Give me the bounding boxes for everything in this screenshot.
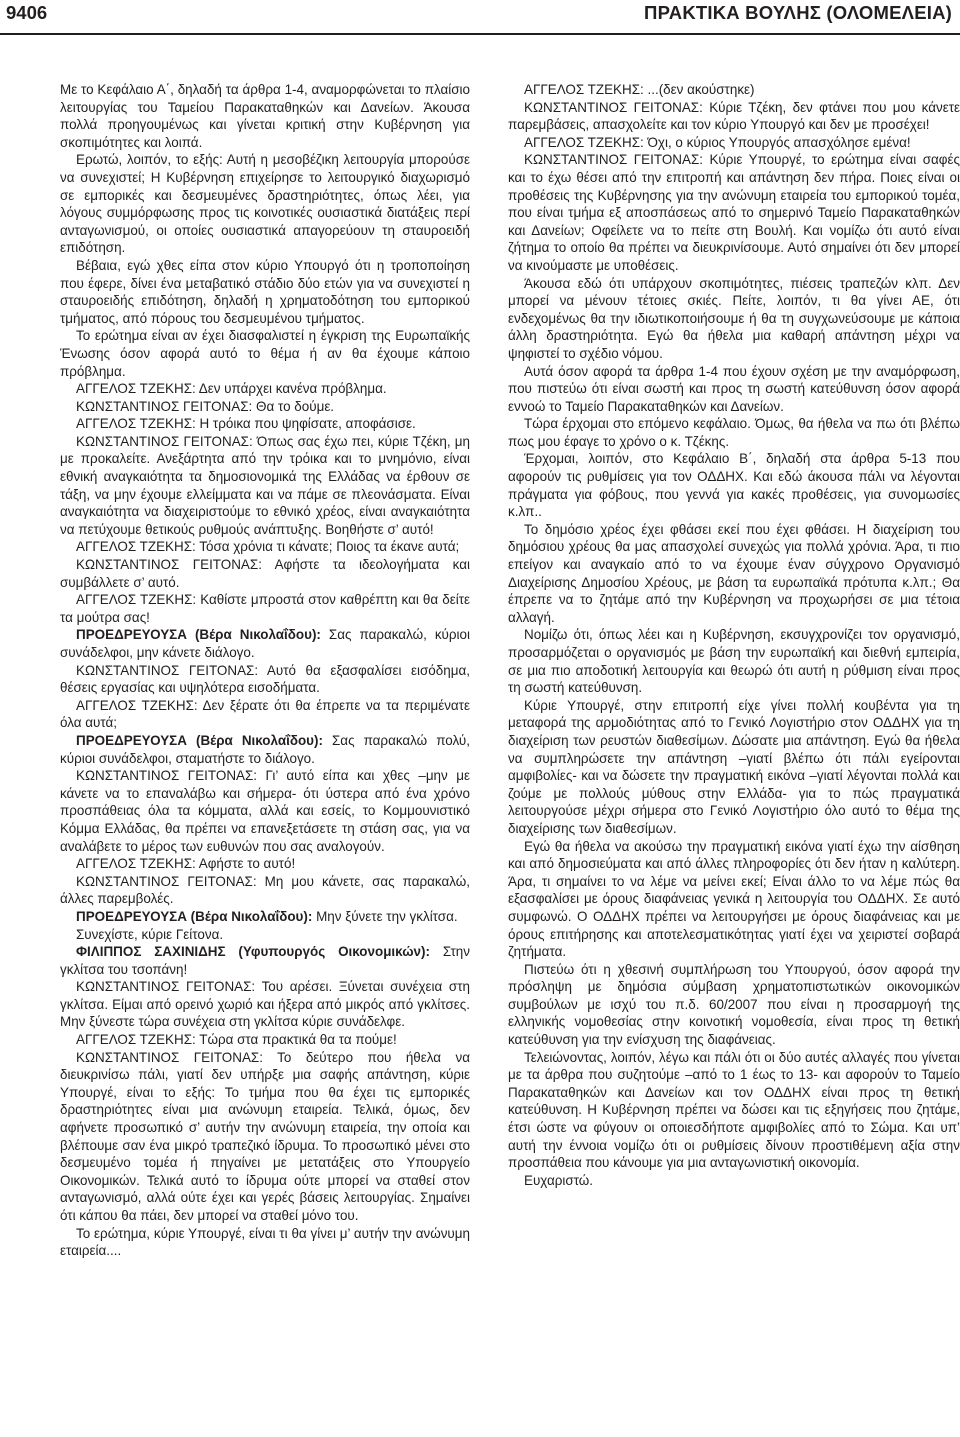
paragraph [60,767,470,855]
left-column [60,81,470,1260]
paragraph-text: Αφήστε τα ιδεολογήματα και συμβάλλετε σ’ αυτό. [60,557,470,590]
paragraph-text: Τελειώνοντας, λοιπόν, λέγω και πάλι ότι οι δύο αυτές αλλαγές που γίνεται με τα άρθρα που συζητούμε –από το 1 έως το 13- και αφορούν το Ταμείο Παρακαταθηκών και Δανείων και τον ΟΔΔΗΧ είναι προς τη θετική κατεύθυνση. Η Κυβέρνηση πρέπει να δώσει και τις εξηγήσεις που ζητάμε, έτσι ώστε να φύγουν οι οποιεσδήποτε αμφιβολίες από το Σώμα. Και υπ’ αυτή την έννοια νομίζω ότι οι ρυθμίσεις δίνουν προστιθέμενη αξία στην προσπάθεια που κάνουμε για μια ανταγωνιστική οικονομία. [508,1049,960,1171]
paragraph-text: Κύριε Τζέκη, δεν φτάνει που μου κάνετε παρεμβάσεις, απασχολείτε και τον κύριο Υπουργό και δεν με προσέχει! [508,99,960,133]
paragraph-text: Νομίζω ότι, όπως λέει και η Κυβέρνηση, εκσυγχρονίζει τον οργανισμό, προσαρμόζεται ο οργανισμός με βάση την ευρωπαϊκή και διεθνή εμπειρία, σε μια πιο αποδοτική λειτουργία και θεωρώ ότι αυτή η ρύθμιση είναι προς τη σωστή κατεύθυνση. [508,627,960,696]
speaker-name: ΚΩΝΣΤΑΝΤΙΝΟΣ ΓΕΙΤΟΝΑΣ: [76,557,262,573]
paragraph-text: Το ερώτημα είναι αν έχει διασφαλιστεί η έγκριση της Ευρωπαϊκής Ένωσης όσον αφορά αυτό το θέμα ή αν θα έχουμε κάποιο πρόβλημα. [60,328,470,379]
paragraph [60,591,470,626]
speaker-name: ΚΩΝΣΤΑΝΤΙΝΟΣ ΓΕΙΤΟΝΑΣ: [524,152,703,168]
paragraph-text: Τώρα στα πρακτικά θα τα πούμε! [195,1032,397,1048]
paragraph [508,697,960,838]
paragraph-text: Η τρόικα που ψηφίσατε, αποφάσισε. [195,416,416,432]
paragraph [60,415,470,433]
paragraph-text: Αυτά όσον αφορά τα άρθρα 1-4 που έχουν σχέση με την αναμόρφωση, που πιστεύω ότι είναι σωστή και προς τη σωστή κατεύθυνση όσον αφορά εννοώ το Ταμείο Παρακαταθηκών και Δανείων. [508,363,960,414]
paragraph-text: ...(δεν ακούστηκε) [643,82,755,97]
paragraph [508,99,960,134]
paragraph-text: Αφήστε το αυτό! [195,856,296,872]
paragraph-text: Τόσα χρόνια τι κάνατε; Ποιος τα έκανε αυτά; [195,539,460,555]
paragraph-text: Μη μου κάνετε, σας παρακαλώ, άλλες παρεμβολές. [60,873,470,907]
paragraph [60,926,470,944]
paragraph [60,662,470,697]
paragraph-text: Όπως σας έχω πει, κύριε Τζέκη, μη με προκαλείτε. Ανεξάρτητα από την τρόικα και το μνημόνιο, είναι εθνική αναγκαιότητα τα δημοσιονομικά της Ελλάδας να έρθουν σε τάξη, να μην έχουμε ελλείμματα και να πάμε σε πλεονάσματα. Είναι αναγκαιότητα να διαχειριστούμε το εθνικό χρέος, είναι αναγκαιότητα να πετύχουμε θετικούς ρυθμούς ανάπτυξης. Βοηθήστε σ’ αυτό! [60,433,470,537]
paragraph-text: Μην ξύνετε την γκλίτσα. [312,908,458,924]
paragraph [508,1049,960,1172]
paragraph-text: Δεν ξέρατε ότι θα έπρεπε να τα περιμένατε όλα αυτά; [60,697,470,731]
paragraph-text: Κύριε Υπουργέ, στην επιτροπή είχε γίνει πολλή κουβέντα για τη μεταφορά της αρμοδιότητας από το Γενικό Λογιστήριο στον ΟΔΔΗΧ για τη διαχείριση των ρευστών διαθεσίμων. Δώσατε μια απάντηση. Εγώ θα ήθελα να συμπληρώσετε την απάντηση –γιατί βλέπω ότι πάλι εγείρονται αμφιβολίες- και να δώσετε την πραγματική εικόνα –γιατί λέγονται πολλά και ζούμε με πολλούς μύθους στην Ελλάδα- για το πώς πραγματικά λειτουργούσε μέχρι σήμερα στο Γενικό Λογιστήριο όλο αυτό το θέμα της διαχείρισης των διαθεσίμων. [508,697,960,836]
paragraph [60,1031,470,1049]
paragraph [508,961,960,1049]
paragraph [508,81,960,99]
paragraph-text: Το δημόσιο χρέος έχει φθάσει εκεί που έχει φθάσει. Η διαχείριση του δημόσιου χρέους θα μας απασχολεί συνεχώς για πολλά χρόνια. Άρα, τι πιο επείγον και αναγκαίο από το να έχουμε έναν σύγχρονο Οργανισμό Διαχείρισης Δημοσίου Χρέους, με βάση τα ευρωπαϊκά πρότυπα κ.λπ.; Θα έπρεπε να το ζητάμε από την Κυβέρνηση να προχωρήσει σε μια τέτοια αλλαγή. [508,521,960,625]
paragraph [60,380,470,398]
paragraph [60,855,470,873]
paragraph [508,521,960,627]
paragraph [60,626,470,661]
speaker-name: ΑΓΓΕΛΟΣ ΤΖΕΚΗΣ: [76,1032,196,1048]
speaker-name: ΑΓΓΕΛΟΣ ΤΖΕΚΗΣ: [76,856,196,872]
paragraph-text: Του αρέσει. Ξύνεται συνέχεια στη γκλίτσα. Είμαι από ορεινό χωριό και ήξερα από μικρός από γκλίτσες. Μην ξύνεστε τώρα συνέχεια στη γκλίτσα κύριε συνάδελφε. [60,979,470,1030]
speaker-name: ΑΓΓΕΛΟΣ ΤΖΕΚΗΣ: [524,134,644,150]
running-title: ΠΡΑΚΤΙΚΑ ΒΟΥΛΗΣ (ΟΛΟΜΕΛΕΙΑ) [644,2,952,23]
paragraph-text: Εγώ θα ήθελα να ακούσω την πραγματική εικόνα γιατί έχω την αίσθηση και από δημοσιεύματα και από άλλες πληροφορίες ότι δεν ήταν η καλύτερη. Άρα, τι σημαίνει το να λέμε να μείνει εκεί; Είναι άλλο το να λέμε πώς θα εξασφαλίσει με όρους διαφάνειας γενικά η λειτουργία του ΟΔΔΗΧ. Σε αυτό συμφωνώ. Ο ΟΔΔΗΧ πρέπει να λειτουργήσει με όρους διαφάνειας και με όρους επιτήρησης και αποτελεσματικότητας γιατί έχει να χειριστεί σοβαρά ζητήματα. [508,838,960,960]
speaker-name: ΚΩΝΣΤΑΝΤΙΝΟΣ ΓΕΙΤΟΝΑΣ: [76,1049,263,1065]
paragraph-text: Δεν υπάρχει κανένα πρόβλημα. [195,381,387,397]
paragraph [60,908,470,926]
speaker-name: ΦΙΛΙΠΠΟΣ ΣΑΧΙΝΙΔΗΣ (Υφυπουργός Οικονομικών): [76,944,430,960]
speaker-name: ΑΓΓΕΛΟΣ ΤΖΕΚΗΣ: [76,381,196,397]
speaker-name: ΚΩΝΣΤΑΝΤΙΝΟΣ ΓΕΙΤΟΝΑΣ: [524,99,703,115]
paragraph-text: Συνεχίστε, κύριε Γείτονα. [76,926,224,942]
paragraph [508,450,960,520]
speaker-name: ΑΓΓΕΛΟΣ ΤΖΕΚΗΣ: [524,82,644,97]
paragraph [508,275,960,363]
paragraph-text: Ευχαριστώ. [524,1172,594,1188]
paragraph-text: Θα το δούμε. [252,398,335,414]
paragraph [60,538,470,556]
speaker-name: ΚΩΝΣΤΑΝΤΙΝΟΣ ΓΕΙΤΟΝΑΣ: [76,433,253,449]
paragraph-text: Άκουσα εδώ ότι υπάρχουν σκοπιμότητες, πιέσεις τραπεζών κλπ. Δεν μπορεί να μένουν τέτοιες σκιές. Πείτε, λοιπόν, τι θα γίνει ΑΕ, ότι ενδεχομένως θα την ιδιωτικοποιήσουμε ή θα τη συγχωνεύσουμε με κάποια άλλη δραστηριότητα. Εγώ θα ήθελα μια καθαρή απάντηση μέχρι να ψηφιστεί το σχέδιο νόμου. [508,275,960,361]
paragraph [60,873,470,908]
paragraph [60,1225,470,1260]
paragraph [60,398,470,416]
paragraph-text: Τώρα έρχομαι στο επόμενο κεφάλαιο. Όμως, θα ήθελα να πω ότι βλέπω πως μου έφαγε το χρόνο ο κ. Τζέκης. [508,416,960,449]
paragraph [60,697,470,732]
right-column [508,81,960,1189]
speaker-name: ΠΡΟΕΔΡΕΥΟΥΣΑ (Βέρα Νικολαΐδου): [76,732,323,748]
paragraph-text: Βέβαια, εγώ χθες είπα στον κύριο Υπουργό ότι η τροποποίηση που έφερε, δίνει ένα μεταβατικό στάδιο δύο ετών για να συνεχιστεί η σταυροειδής επιδότηση, δηλαδή η χρηματοδότηση του εμπορικού τμήματος, από πόρους του δεσμευμένου τμήματος. [60,257,470,326]
speaker-name: ΠΡΟΕΔΡΕΥΟΥΣΑ (Βέρα Νικολαΐδου): [76,908,313,924]
paragraph-text: Έρχομαι, λοιπόν, στο Κεφάλαιο Β΄, δηλαδή στα άρθρα 5-13 που αφορούν τις ρυθμίσεις για τον ΟΔΔΗΧ. Και εδώ άκουσα πάλι να λέγονται πράγματα για φόβους, που γεννά για κακές προθέσεις, για συνομωσίες κ.λπ.. [508,451,960,520]
page-number: 9406 [6,2,48,23]
paragraph-text: Αυτό θα εξασφαλίσει εισόδημα, θέσεις εργασίας και υψηλότερα εισοδήματα. [60,662,470,696]
paragraph-text: Το δεύτερο που ήθελα να διευκρινίσω πάλι, γιατί δεν υπήρξε μια σαφής απάντηση, κύριε Υπουργέ, είναι το εξής: Το τμήμα που θα έχει τις εμπορικές δραστηριότητες είναι μια ανώνυμη εταιρεία. Τελικά, όμως, δεν αφήνετε προσωπικό σ’ αυτήν την ανώνυμη εταιρεία, την οποία και βλέπουμε σαν ένα μικρό τραπεζικό ίδρυμα. Το προσωπικό μένει στο δεσμευμένο τομέα ή πηγαίνει με μετατάξεις στο Υπουργείο Οικονομικών. Τελικά αυτό το ίδρυμα ούτε μπορεί να σταθεί στον ανταγωνισμό, αλλά ούτε έχει και γερές βάσεις λειτουργίας. Σημαίνει ότι κάπου θα πάει, δεν μπορεί να σταθεί μόνο του. [60,1049,470,1223]
paragraph [60,1049,470,1225]
header-rule [0,33,960,35]
speaker-name: ΠΡΟΕΔΡΕΥΟΥΣΑ (Βέρα Νικολαΐδου): [76,627,321,643]
paragraph [60,257,470,327]
paragraph [60,978,470,1031]
paragraph-text: Με το Κεφάλαιο Α΄, δηλαδή τα άρθρα 1-4, αναμορφώνεται το πλαίσιο λειτουργίας του Ταμείου Παρακαταθηκών και Δανείων. Άκουσα πολλά προηγουμένως και γίνεται κριτική στην Κυβέρνηση για σκοπιμότητες και λοιπά. [60,82,470,150]
paragraph [508,134,960,152]
paragraph [60,943,470,978]
speaker-name: ΚΩΝΣΤΑΝΤΙΝΟΣ ΓΕΙΤΟΝΑΣ: [76,873,257,889]
paragraph [60,556,470,591]
paragraph-text: Γι’ αυτό είπα και χθες –μην με κάνετε να το επαναλάβω και σήμερα- ότι ύστερα από ένα χρόνο προσπάθειας όλα τα κόμματα, αλλά και εσείς, το Κομμουνιστικό Κόμμα Ελλάδας, θα πρέπει να επανεξετάσετε τη στάση σας, για να αναλάβετε το μέρος των ευθυνών που σας αναλογούν. [60,768,470,854]
speaker-name: ΚΩΝΣΤΑΝΤΙΝΟΣ ΓΕΙΤΟΝΑΣ: [76,979,256,995]
speaker-name: ΚΩΝΣΤΑΝΤΙΝΟΣ ΓΕΙΤΟΝΑΣ: [76,768,258,784]
paragraph [508,363,960,416]
paragraph-text: Ερωτώ, λοιπόν, το εξής: Αυτή η μεσοβέζικη λειτουργία μπορούσε να συνεχιστεί; Η Κυβέρνηση επιχείρησε το λειτουργικό διαχωρισμό σε εμπορικές και δεσμευμένες δραστηριότητες, όπως λέει, για λόγους συμμόρφωσης προς τις κοινοτικές ουσιαστικά διατάξεις περί ανταγωνισμού, οι οποίες ουσιαστικά απαγορεύουν τη σταυροειδή επιδότηση. [60,152,470,256]
paragraph [508,838,960,961]
paragraph [508,415,960,450]
paragraph [60,81,470,151]
paragraph-text: Σας παρακαλώ, κύριοι συνάδελφοι, μην κάνετε διάλογο. [60,627,470,660]
paragraph-text: Το ερώτημα, κύριε Υπουργέ, είναι τι θα γίνει μ’ αυτήν την ανώνυμη εταιρεία.... [60,1225,470,1259]
speaker-name: ΚΩΝΣΤΑΝΤΙΝΟΣ ΓΕΙΤΟΝΑΣ: [76,662,259,678]
paragraph-text: Πιστεύω ότι η χθεσινή συμπλήρωση του Υπουργού, όσον αφορά την πρόσληψη με δημόσια σύμβαση χρηματοπιστωτικών οικονομικών συμβούλων με ισχύ του π.δ. 60/2007 που είναι η προσαρμογή της ελληνικής νομοθεσίας στην κοινοτική νομοθεσία, είναι προς τη θετική κατεύθυνση για την ενίσχυση της διαφάνειας. [508,961,960,1048]
speaker-name: ΑΓΓΕΛΟΣ ΤΖΕΚΗΣ: [76,697,198,713]
speaker-name: ΚΩΝΣΤΑΝΤΙΝΟΣ ΓΕΙΤΟΝΑΣ: [76,398,253,414]
speaker-name: ΑΓΓΕΛΟΣ ΤΖΕΚΗΣ: [76,539,196,555]
paragraph-text: Κύριε Υπουργέ, το ερώτημα είναι σαφές και το έχω θέσει από την επιτροπή και απάντηση δεν πήρα. Ποιες είναι οι προθέσεις της Κυβέρνησης για την ανώνυμη εταιρεία του εμπορικού τομέα, που είναι τμήμα εξ αποσπάσεως από το σημερινό Ταμείο Παρακαταθηκών και Δανείων; Οφείλετε να το πείτε στη Βουλή. Και νομίζω ότι αυτό είναι ζήτημα το οποίο θα πρέπει να διευκρινίσουμε. Αυτό σημαίνει ότι δεν μπορεί να κινούμαστε με υποθέσεις. [508,152,960,273]
speaker-name: ΑΓΓΕΛΟΣ ΤΖΕΚΗΣ: [76,416,196,432]
speaker-name: ΑΓΓΕΛΟΣ ΤΖΕΚΗΣ: [76,592,197,608]
paragraph [508,151,960,274]
page-header [0,0,960,38]
paragraph [60,433,470,539]
paragraph-text: Σας παρακαλώ πολύ, κύριοι συνάδελφοι, σταματήστε το διάλογο. [60,732,470,766]
paragraph-text: Στην γκλίτσα του τσοπάνη! [60,944,470,977]
paragraph [508,626,960,696]
paragraph [60,327,470,380]
paragraph-text: Καθίστε μπροστά στον καθρέπτη και θα δείτε τα μούτρα σας! [60,592,470,625]
paragraph [60,732,470,767]
paragraph-text: Όχι, ο κύριος Υπουργός απασχόλησε εμένα! [643,134,911,150]
paragraph [60,151,470,257]
paragraph [508,1172,960,1190]
